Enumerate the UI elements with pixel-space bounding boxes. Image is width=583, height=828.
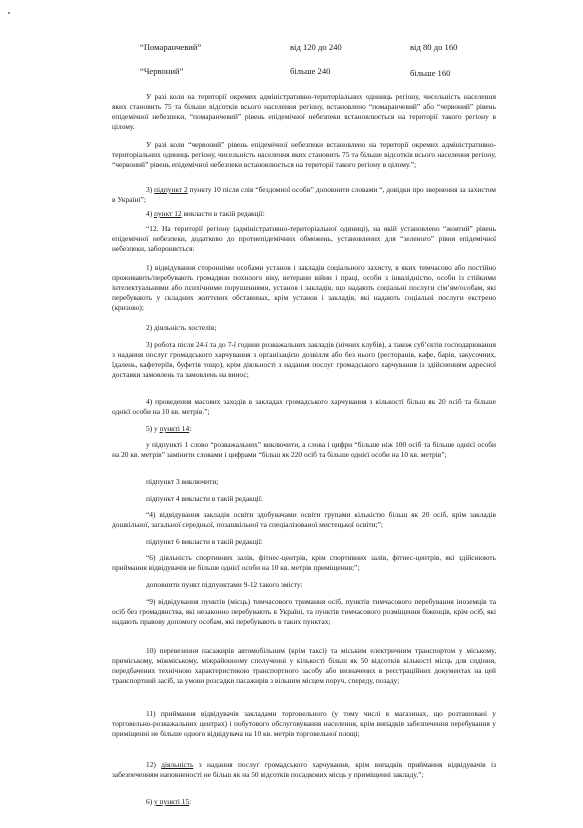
paragraph-p16: “6) діяльність спортивних залів, фітнес-центрів, крім спортивних залів, фітнес-центрів, які здійснюють приймання відвідувачів не більше однієї особи на 10 кв. метрів приміщення;”; [112,553,496,572]
table-cell-orange-b: від 80 до 160 [410,42,458,52]
paragraph-p11: у підпункті 1 слово “розважальних” виключити, а слова і цифри “більше ніж 100 осіб та більше однієї особи на 20 кв. метрів” замінити словами і цифрами “більш як 220 осіб та більше однієї особи на 10 кв. метрів”; [112,440,496,459]
paragraph-p14: “4) відвідування закладів освіти здобувачами освіти групами кількістю більш як 20 осіб, крім закладів дошкільної, загальної середньої, позашкільної та спеціалізованої мистецької освіти;”; [112,510,496,529]
paragraph-p10: 5) у пункті 14: [146,424,192,433]
link-paragraph-15[interactable]: у пункті 15 [154,797,190,806]
table-cell-orange-a: від 120 до 240 [290,42,342,52]
link-paragraph-14[interactable]: пункті 14 [159,424,190,433]
table-cell-red-b: більше 160 [410,68,451,78]
paragraph-p13: підпункт 4 викласти в такій редакції: [146,494,263,503]
link-paragraph-12[interactable]: пункт 12 [154,209,182,218]
paragraph-p3: 3) підпункт 2 пункту 10 після слів “бездомної особи” доповнити словами “, довідки про звернення за захистом в Україні”; [112,185,496,204]
paragraph-p4: 4) пункт 12 викласти в такій редакції: [146,209,265,218]
paragraph-p18: “9) відвідування пунктів (місць) тимчасового тримання осіб, пунктів тимчасового перебування іноземців та осіб без громадянства, які незаконно перебувають в Україні, та пунктів тимчасового розміщення біженців, крім осіб, які надають правову допомогу особам, які перебувають в таких пунктах; [112,597,496,626]
paragraph-p5: “12. На території регіону (адміністративно-територіальної одиниці), на якій установлено “жовтий” рівень епідемічної небезпеки, додатково до протиепідемічних обмежень, установлених для “зеленого” рівня епідемічної небезпеки, забороняється: [112,224,496,253]
table-cell-red-a: більше 240 [290,66,331,76]
link-subparagraph-2[interactable]: підпункт 2 [154,185,188,194]
link-activity[interactable]: діяльність [161,760,194,769]
paragraph-p17: доповнити пункт підпунктами 9-12 такого змісту: [146,580,303,589]
paragraph-p6: 1) відвідування сторонніми особами установ і закладів соціального захисту, в яких тимчасово або постійно проживають/перебувають громадяни похилого віку, ветерани війни і праці, особи з інвалідністю, особи із стійкими інтелектуальними або психічними порушеннями, установ і закладів, що надають соціальні послуги сім’ям/особам, які перебувають у складних життєвих обставинах, крім установ і закладів, які надають соціальні послуги екстрено (кризово); [112,263,496,312]
scan-speck [8,12,10,14]
paragraph-p20: 11) приймання відвідувачів закладами торговельного (у тому числі в магазинах, що розташовані у торговельно-розважальних центрах) і побутового обслуговування населення, крім випадків забезпечення перебування у приміщенні не більше одного відвідувача на 10 кв. метрів торговельної площі; [112,709,496,738]
paragraph-p12: підпункт 3 виключити; [146,477,219,486]
paragraph-p7: 2) діяльність хостелів; [146,323,217,332]
paragraph-p19: 10) перевезення пасажирів автомобільним (крім таксі) та міським електричним транспортом у міському, приміському, міжміському, міжрайонному сполученні у кількості більш як 50 відсотків кількості місць для сидіння, передбачених технічною характеристикою транспортного засобу або визначених в реєстраційних документах на цей транспортний засіб, за умови розсадки пасажирів з вільним місцем поруч, спереду, позаду; [112,646,496,685]
paragraph-p21: 12) діяльність з надання послуг громадського харчування, крім випадків приймання відвідувачів із забезпеченням наповненості не більш як на 50 відсотків посадкових місць у приміщенні закладу.”; [112,760,496,779]
paragraph-p8: 3) робота після 24-ї та до 7-ї години розважальних закладів (нічних клубів), а також суб’єктів господарювання з надання послуг громадського харчування з організацією дозвілля або без нього (ресторанів, кафе, барів, закусочних, їдалень, кафетеріїв, буфетів тощо), крім діяльності з надання послуг громадського харчування із здійсненням адресної доставки замовлень та замовлень на винос; [112,340,496,379]
paragraph-p15: підпункт 6 викласти в такій редакції: [146,537,263,546]
paragraph-p9: 4) проведення масових заходів в закладах громадського харчування з кількості більш як 20 осіб та більше однієї особи на 10 кв. метрів.”; [112,397,496,416]
table-cell-orange-name: “Помаранчевий” [140,42,202,52]
table-cell-red-name: “Червоний” [140,66,184,76]
paragraph-p1: У разі коли на території окремих адміністративно-територіальних одиниць регіону, чисельність населення яких становить 75 та більше відсотків всього населення регіону, встановлено “помаранчевий” або “червоний” рівень епідемічної небезпеки, “помаранчевий” рівень епідемічної небезпеки встановлюється на території такого регіону в цілому. [112,92,496,131]
paragraph-p22: 6) у пункті 15: [146,797,192,806]
paragraph-p2: У разі коли “червоний” рівень епідемічної небезпеки встановлено на території окремих адміністративно-територіальних одиниць регіону, чисельність населення яких становить 75 та більше відсотків всього населення регіону, “червоний” рівень епідемічної небезпеки встановлюється на території такого регіону в цілому.”; [112,140,496,169]
